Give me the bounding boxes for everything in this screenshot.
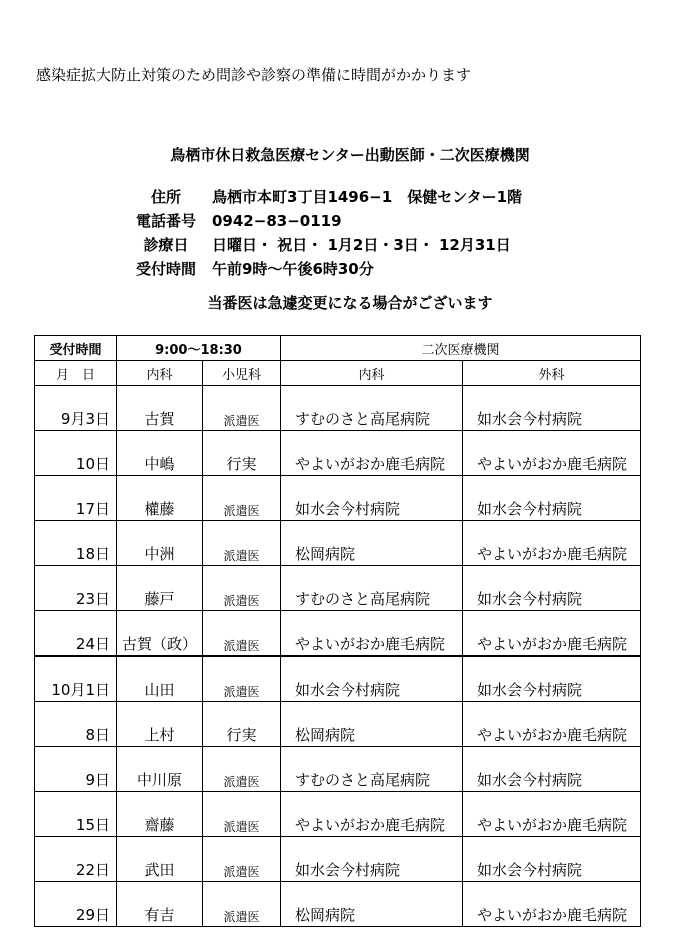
cell-internal-text: 權藤 — [144, 500, 175, 518]
cell-sec-surgery-text: やよいがおか鹿毛病院 — [477, 455, 628, 473]
table-row — [35, 566, 641, 611]
cell-pediatrics-text: 派遣医 — [223, 820, 260, 834]
table-row — [35, 611, 641, 657]
cell-internal — [117, 702, 203, 747]
cell-sec-internal — [281, 566, 463, 611]
cell-date-text: 15日 — [75, 816, 110, 834]
cell-sec-internal — [281, 882, 463, 927]
notice-text: 感染症拡大防止対策のため問診や診察の準備に時間がかかります — [36, 66, 472, 84]
table-row — [35, 837, 641, 882]
cell-internal-text: 古賀（政） — [121, 635, 197, 653]
cell-date-text: 10月1日 — [51, 681, 110, 699]
cell-sec-surgery — [463, 566, 641, 611]
cell-sec-surgery — [463, 611, 641, 657]
cell-pediatrics-text: 派遣医 — [223, 910, 260, 924]
cell-sec-internal — [281, 792, 463, 837]
header-pediatrics: 小児科 — [203, 361, 281, 386]
cell-pediatrics-text: 派遣医 — [223, 549, 260, 563]
cell-date — [35, 882, 117, 927]
cell-pediatrics — [203, 431, 281, 476]
table-row — [35, 747, 641, 792]
cell-date — [35, 431, 117, 476]
cell-sec-surgery — [463, 521, 641, 566]
info-value: 日曜日・ 祝日・ 1月2日・3日・ 12月31日 — [212, 236, 511, 254]
cell-internal — [117, 611, 203, 657]
header-hours: 9:00～18:30 — [117, 336, 281, 361]
header-date: 月 日 — [35, 361, 117, 386]
cell-pediatrics-text: 派遣医 — [223, 639, 260, 653]
header-sec-internal: 内科 — [281, 361, 463, 386]
cell-date-text: 17日 — [75, 500, 110, 518]
header-internal: 内科 — [117, 361, 203, 386]
cell-internal — [117, 431, 203, 476]
cell-sec-internal-text: 如水会今村病院 — [295, 500, 401, 518]
cell-sec-internal — [281, 656, 463, 702]
cell-sec-surgery-text: 如水会今村病院 — [477, 861, 583, 879]
cell-sec-surgery-text: 如水会今村病院 — [477, 681, 583, 699]
cell-internal — [117, 882, 203, 927]
info-row-hours — [120, 257, 680, 281]
schedule-table — [34, 335, 641, 927]
cell-pediatrics-text: 派遣医 — [223, 594, 260, 608]
header-reception: 受付時間 — [35, 336, 117, 361]
cell-sec-surgery-text: やよいがおか鹿毛病院 — [477, 545, 628, 563]
cell-sec-internal — [281, 431, 463, 476]
cell-sec-surgery-text: 如水会今村病院 — [477, 410, 583, 428]
cell-internal-text: 上村 — [144, 726, 175, 744]
facility-info — [120, 185, 680, 281]
cell-sec-internal-text: すむのさと高尾病院 — [295, 590, 431, 608]
cell-sec-surgery — [463, 386, 641, 431]
info-label: 住所 — [150, 188, 181, 206]
cell-pediatrics-text: 派遣医 — [223, 504, 260, 518]
cell-sec-internal-text: 松岡病院 — [295, 545, 356, 563]
cell-pediatrics — [203, 747, 281, 792]
table-row — [35, 882, 641, 927]
cell-sec-internal-text: やよいがおか鹿毛病院 — [295, 816, 446, 834]
change-warning: 当番医は急遽変更になる場合がございます — [207, 294, 493, 312]
cell-sec-internal-text: 松岡病院 — [295, 726, 356, 744]
cell-pediatrics — [203, 566, 281, 611]
cell-internal-text: 齋藤 — [144, 816, 175, 834]
header-row-columns — [35, 361, 641, 386]
cell-internal — [117, 656, 203, 702]
cell-internal — [117, 566, 203, 611]
cell-pediatrics — [203, 702, 281, 747]
cell-sec-internal-text: やよいがおか鹿毛病院 — [295, 635, 446, 653]
cell-pediatrics-text: 派遣医 — [223, 865, 260, 879]
cell-sec-internal — [281, 476, 463, 521]
cell-internal — [117, 837, 203, 882]
cell-pediatrics — [203, 882, 281, 927]
cell-pediatrics-text: 行実 — [226, 455, 257, 473]
cell-date — [35, 702, 117, 747]
table-row — [35, 792, 641, 837]
info-label: 電話番号 — [135, 212, 196, 230]
cell-sec-internal-text: 如水会今村病院 — [295, 861, 401, 879]
cell-internal — [117, 747, 203, 792]
cell-sec-surgery — [463, 747, 641, 792]
cell-date-text: 29日 — [75, 906, 110, 924]
info-label: 受付時間 — [135, 260, 196, 278]
cell-date — [35, 747, 117, 792]
cell-sec-surgery-text: やよいがおか鹿毛病院 — [477, 726, 628, 744]
cell-sec-internal-text: すむのさと高尾病院 — [295, 771, 431, 789]
document-title: 鳥栖市休日救急医療センター出動医師・二次医療機関 — [170, 146, 530, 164]
info-value: 0942−83−0119 — [212, 212, 342, 230]
cell-date — [35, 837, 117, 882]
cell-internal — [117, 792, 203, 837]
header-secondary: 二次医療機関 — [281, 336, 641, 361]
cell-sec-surgery-text: 如水会今村病院 — [477, 500, 583, 518]
cell-sec-internal — [281, 747, 463, 792]
cell-pediatrics — [203, 611, 281, 657]
cell-sec-surgery — [463, 431, 641, 476]
cell-internal-text: 武田 — [144, 861, 175, 879]
cell-sec-surgery — [463, 837, 641, 882]
cell-sec-surgery — [463, 476, 641, 521]
info-row-phone — [120, 209, 680, 233]
cell-sec-surgery — [463, 656, 641, 702]
cell-date — [35, 656, 117, 702]
table-row — [35, 656, 641, 702]
cell-pediatrics-text: 行実 — [226, 726, 257, 744]
header-sec-surgery: 外科 — [463, 361, 641, 386]
cell-internal-text: 中川原 — [136, 771, 182, 789]
cell-date-text: 22日 — [75, 861, 110, 879]
cell-sec-surgery — [463, 702, 641, 747]
cell-date — [35, 386, 117, 431]
table-row — [35, 476, 641, 521]
cell-internal-text: 中嶋 — [144, 455, 175, 473]
cell-pediatrics-text: 派遣医 — [223, 775, 260, 789]
cell-sec-internal — [281, 386, 463, 431]
cell-date-text: 10日 — [75, 455, 110, 473]
info-row-address — [120, 185, 680, 209]
cell-internal — [117, 476, 203, 521]
info-label: 診療日 — [143, 236, 189, 254]
cell-sec-surgery-text: やよいがおか鹿毛病院 — [477, 906, 628, 924]
cell-sec-internal-text: 松岡病院 — [295, 906, 356, 924]
cell-sec-internal — [281, 611, 463, 657]
cell-sec-surgery — [463, 792, 641, 837]
cell-pediatrics-text: 派遣医 — [223, 414, 260, 428]
cell-date-text: 9月3日 — [60, 410, 110, 428]
cell-sec-internal-text: やよいがおか鹿毛病院 — [295, 455, 446, 473]
cell-internal-text: 藤戸 — [144, 590, 175, 608]
cell-internal-text: 中洲 — [144, 545, 175, 563]
cell-date — [35, 792, 117, 837]
cell-sec-internal — [281, 702, 463, 747]
table-row — [35, 702, 641, 747]
cell-date — [35, 476, 117, 521]
cell-sec-surgery-text: やよいがおか鹿毛病院 — [477, 635, 628, 653]
info-value: 午前9時～午後6時30分 — [212, 260, 374, 278]
cell-date — [35, 611, 117, 657]
header-row-top — [35, 336, 641, 361]
table-row — [35, 521, 641, 566]
cell-date-text: 23日 — [75, 590, 110, 608]
info-value: 鳥栖市本町3丁目1496−1 保健センター1階 — [212, 188, 523, 206]
table-row — [35, 431, 641, 476]
cell-sec-surgery-text: 如水会今村病院 — [477, 590, 583, 608]
cell-date — [35, 566, 117, 611]
cell-pediatrics — [203, 792, 281, 837]
cell-sec-internal-text: 如水会今村病院 — [295, 681, 401, 699]
cell-internal-text: 山田 — [144, 681, 175, 699]
cell-sec-surgery-text: 如水会今村病院 — [477, 771, 583, 789]
cell-sec-internal-text: すむのさと高尾病院 — [295, 410, 431, 428]
cell-date — [35, 521, 117, 566]
cell-pediatrics-text: 派遣医 — [223, 685, 260, 699]
cell-sec-surgery — [463, 882, 641, 927]
cell-date-text: 9日 — [85, 771, 110, 789]
table-row — [35, 386, 641, 431]
cell-pediatrics — [203, 521, 281, 566]
cell-internal — [117, 386, 203, 431]
cell-sec-surgery-text: やよいがおか鹿毛病院 — [477, 816, 628, 834]
cell-internal-text: 有吉 — [144, 906, 175, 924]
cell-pediatrics — [203, 837, 281, 882]
cell-pediatrics — [203, 386, 281, 431]
cell-internal-text: 古賀 — [144, 410, 175, 428]
cell-internal — [117, 521, 203, 566]
cell-date-text: 18日 — [75, 545, 110, 563]
cell-pediatrics — [203, 656, 281, 702]
cell-date-text: 8日 — [85, 726, 110, 744]
cell-date-text: 24日 — [75, 635, 110, 653]
cell-pediatrics — [203, 476, 281, 521]
cell-sec-internal — [281, 521, 463, 566]
info-row-days — [120, 233, 680, 257]
cell-sec-internal — [281, 837, 463, 882]
